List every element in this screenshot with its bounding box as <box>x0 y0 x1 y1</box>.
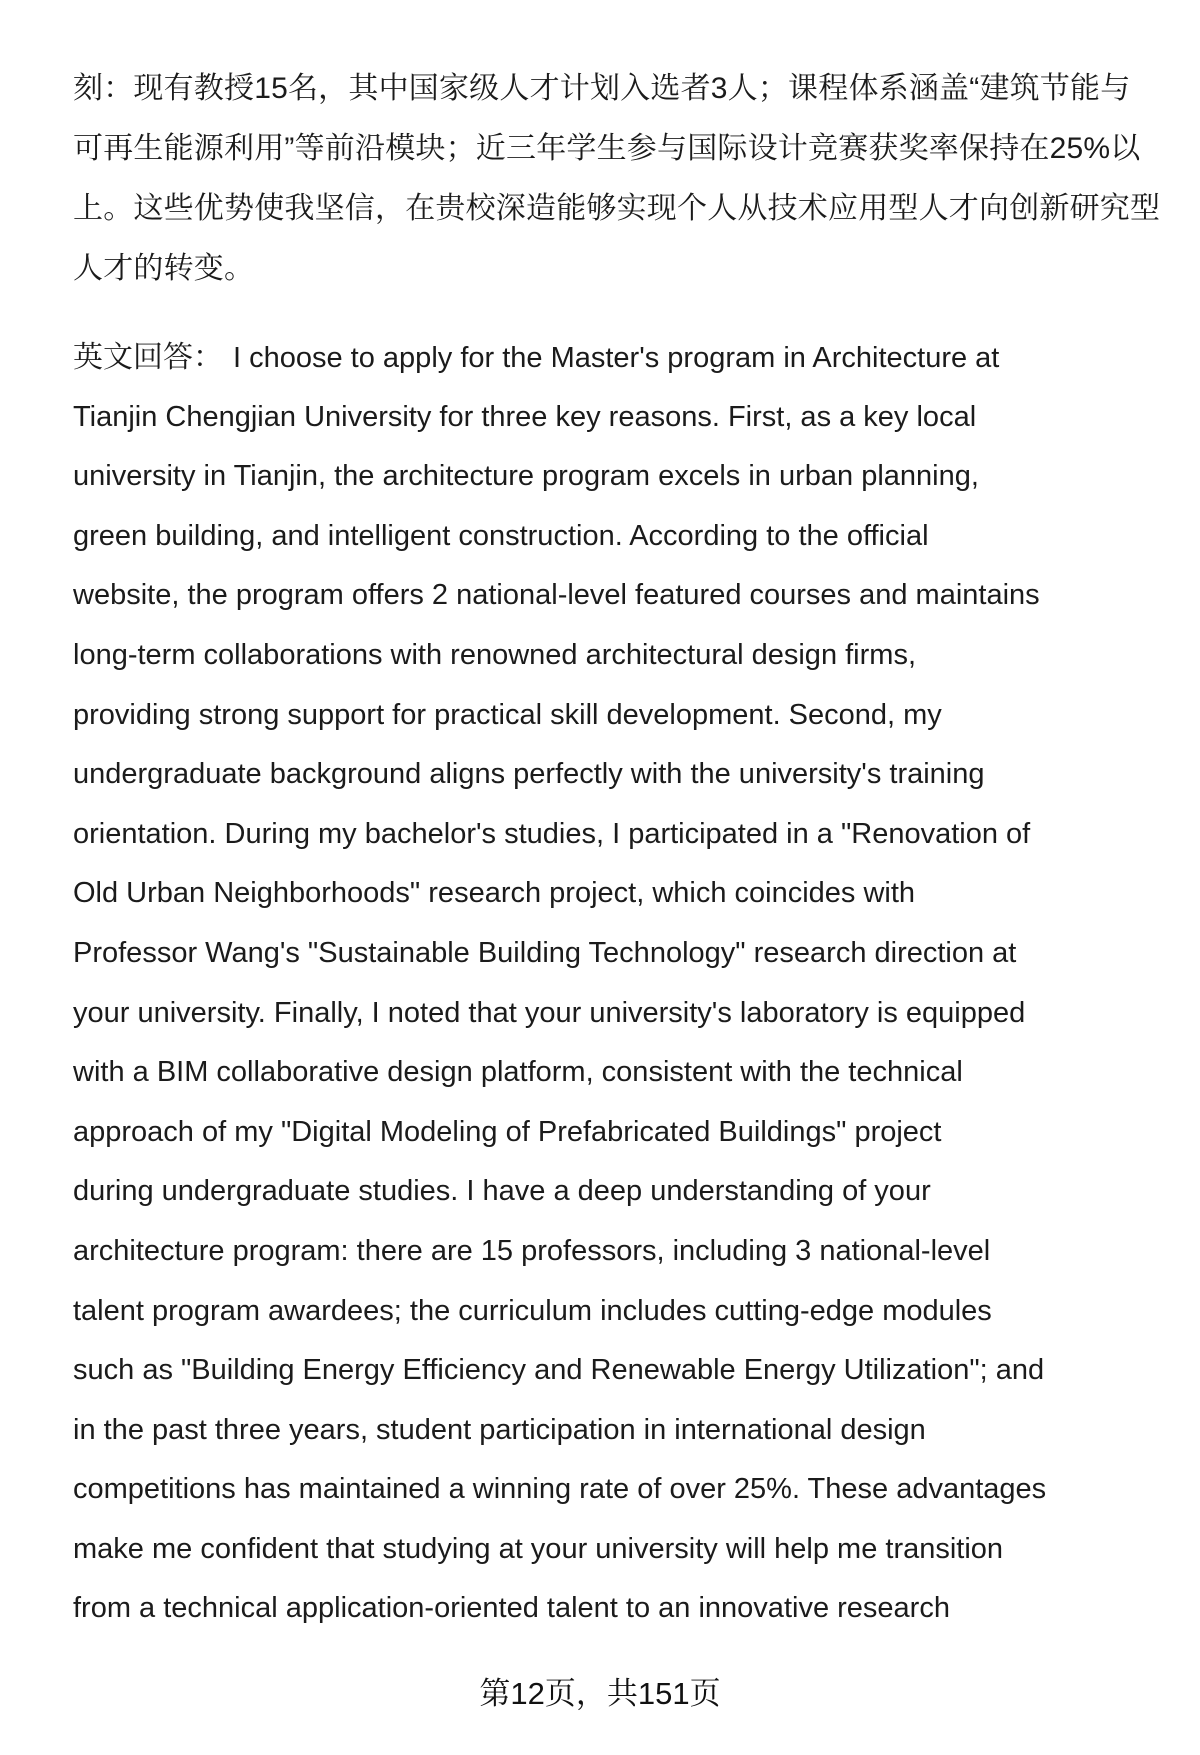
paragraph-line: 刻：现有教授15名，其中国家级人才计划入选者3人；课程体系涵盖“建筑节能与 <box>73 72 1131 105</box>
paragraph-line: Professor Wang's "Sustainable Building Technology" research direction at <box>73 936 1017 969</box>
paragraph-line: from a technical application-oriented talent to an innovative research <box>73 1592 950 1625</box>
paragraph-line: in the past three years, student participation in international design <box>73 1413 926 1446</box>
english-answer-label: 英文回答： <box>73 341 223 374</box>
paragraph-line: university in Tianjin, the architecture program excels in urban planning, <box>73 460 979 493</box>
paragraph-line: with a BIM collaborative design platform, consistent with the technical <box>73 1056 963 1089</box>
paragraph-line-text: I choose to apply for the Master's program in Architecture at <box>233 342 1000 374</box>
paragraph-line: orientation. During my bachelor's studies, I participated in a "Renovation of <box>73 817 1031 850</box>
paragraph-line: Tianjin Chengjian University for three key reasons. First, as a key local <box>73 400 977 433</box>
paragraph-line: your university. Finally, I noted that your university's laboratory is equipped <box>73 996 1026 1029</box>
english-answer-paragraph <box>73 328 1183 1639</box>
paragraph-line <box>73 328 1183 388</box>
paragraph-line: talent program awardees; the curriculum includes cutting-edge modules <box>73 1294 992 1327</box>
paragraph-line: undergraduate background aligns perfectly with the university's training <box>73 758 985 791</box>
paragraph-line: 人才的转变。 <box>73 252 255 285</box>
paragraph-line: 可再生能源利用”等前沿模块；近三年学生参与国际设计竞赛获奖率保持在25%以 <box>73 132 1141 165</box>
paragraph-line: during undergraduate studies. I have a deep understanding of your <box>73 1175 931 1208</box>
paragraph-line: Old Urban Neighborhoods" research project, which coincides with <box>73 877 916 910</box>
paragraph-line: 上。这些优势使我坚信，在贵校深造能够实现个人从技术应用型人才向创新研究型 <box>73 192 1161 225</box>
paragraph-line: website, the program offers 2 national-level featured courses and maintains <box>73 579 1040 612</box>
paragraph-line: architecture program: there are 15 professors, including 3 national-level <box>73 1234 991 1267</box>
paragraph-line: green building, and intelligent construction. According to the official <box>73 519 929 552</box>
paragraph-line: competitions has maintained a winning rate of over 25%. These advantages <box>73 1473 1047 1506</box>
chinese-answer-paragraph <box>73 59 1183 299</box>
page-number-footer: 第12页，共151页 <box>479 1676 721 1711</box>
paragraph-line: make me confident that studying at your university will help me transition <box>73 1532 1004 1565</box>
paragraph-line: such as "Building Energy Efficiency and Renewable Energy Utilization"; and <box>73 1354 1045 1387</box>
paragraph-line: providing strong support for practical skill development. Second, my <box>73 698 942 731</box>
paragraph-line: approach of my "Digital Modeling of Prefabricated Buildings" project <box>73 1115 942 1148</box>
paragraph-line: long-term collaborations with renowned architectural design firms, <box>73 638 916 671</box>
